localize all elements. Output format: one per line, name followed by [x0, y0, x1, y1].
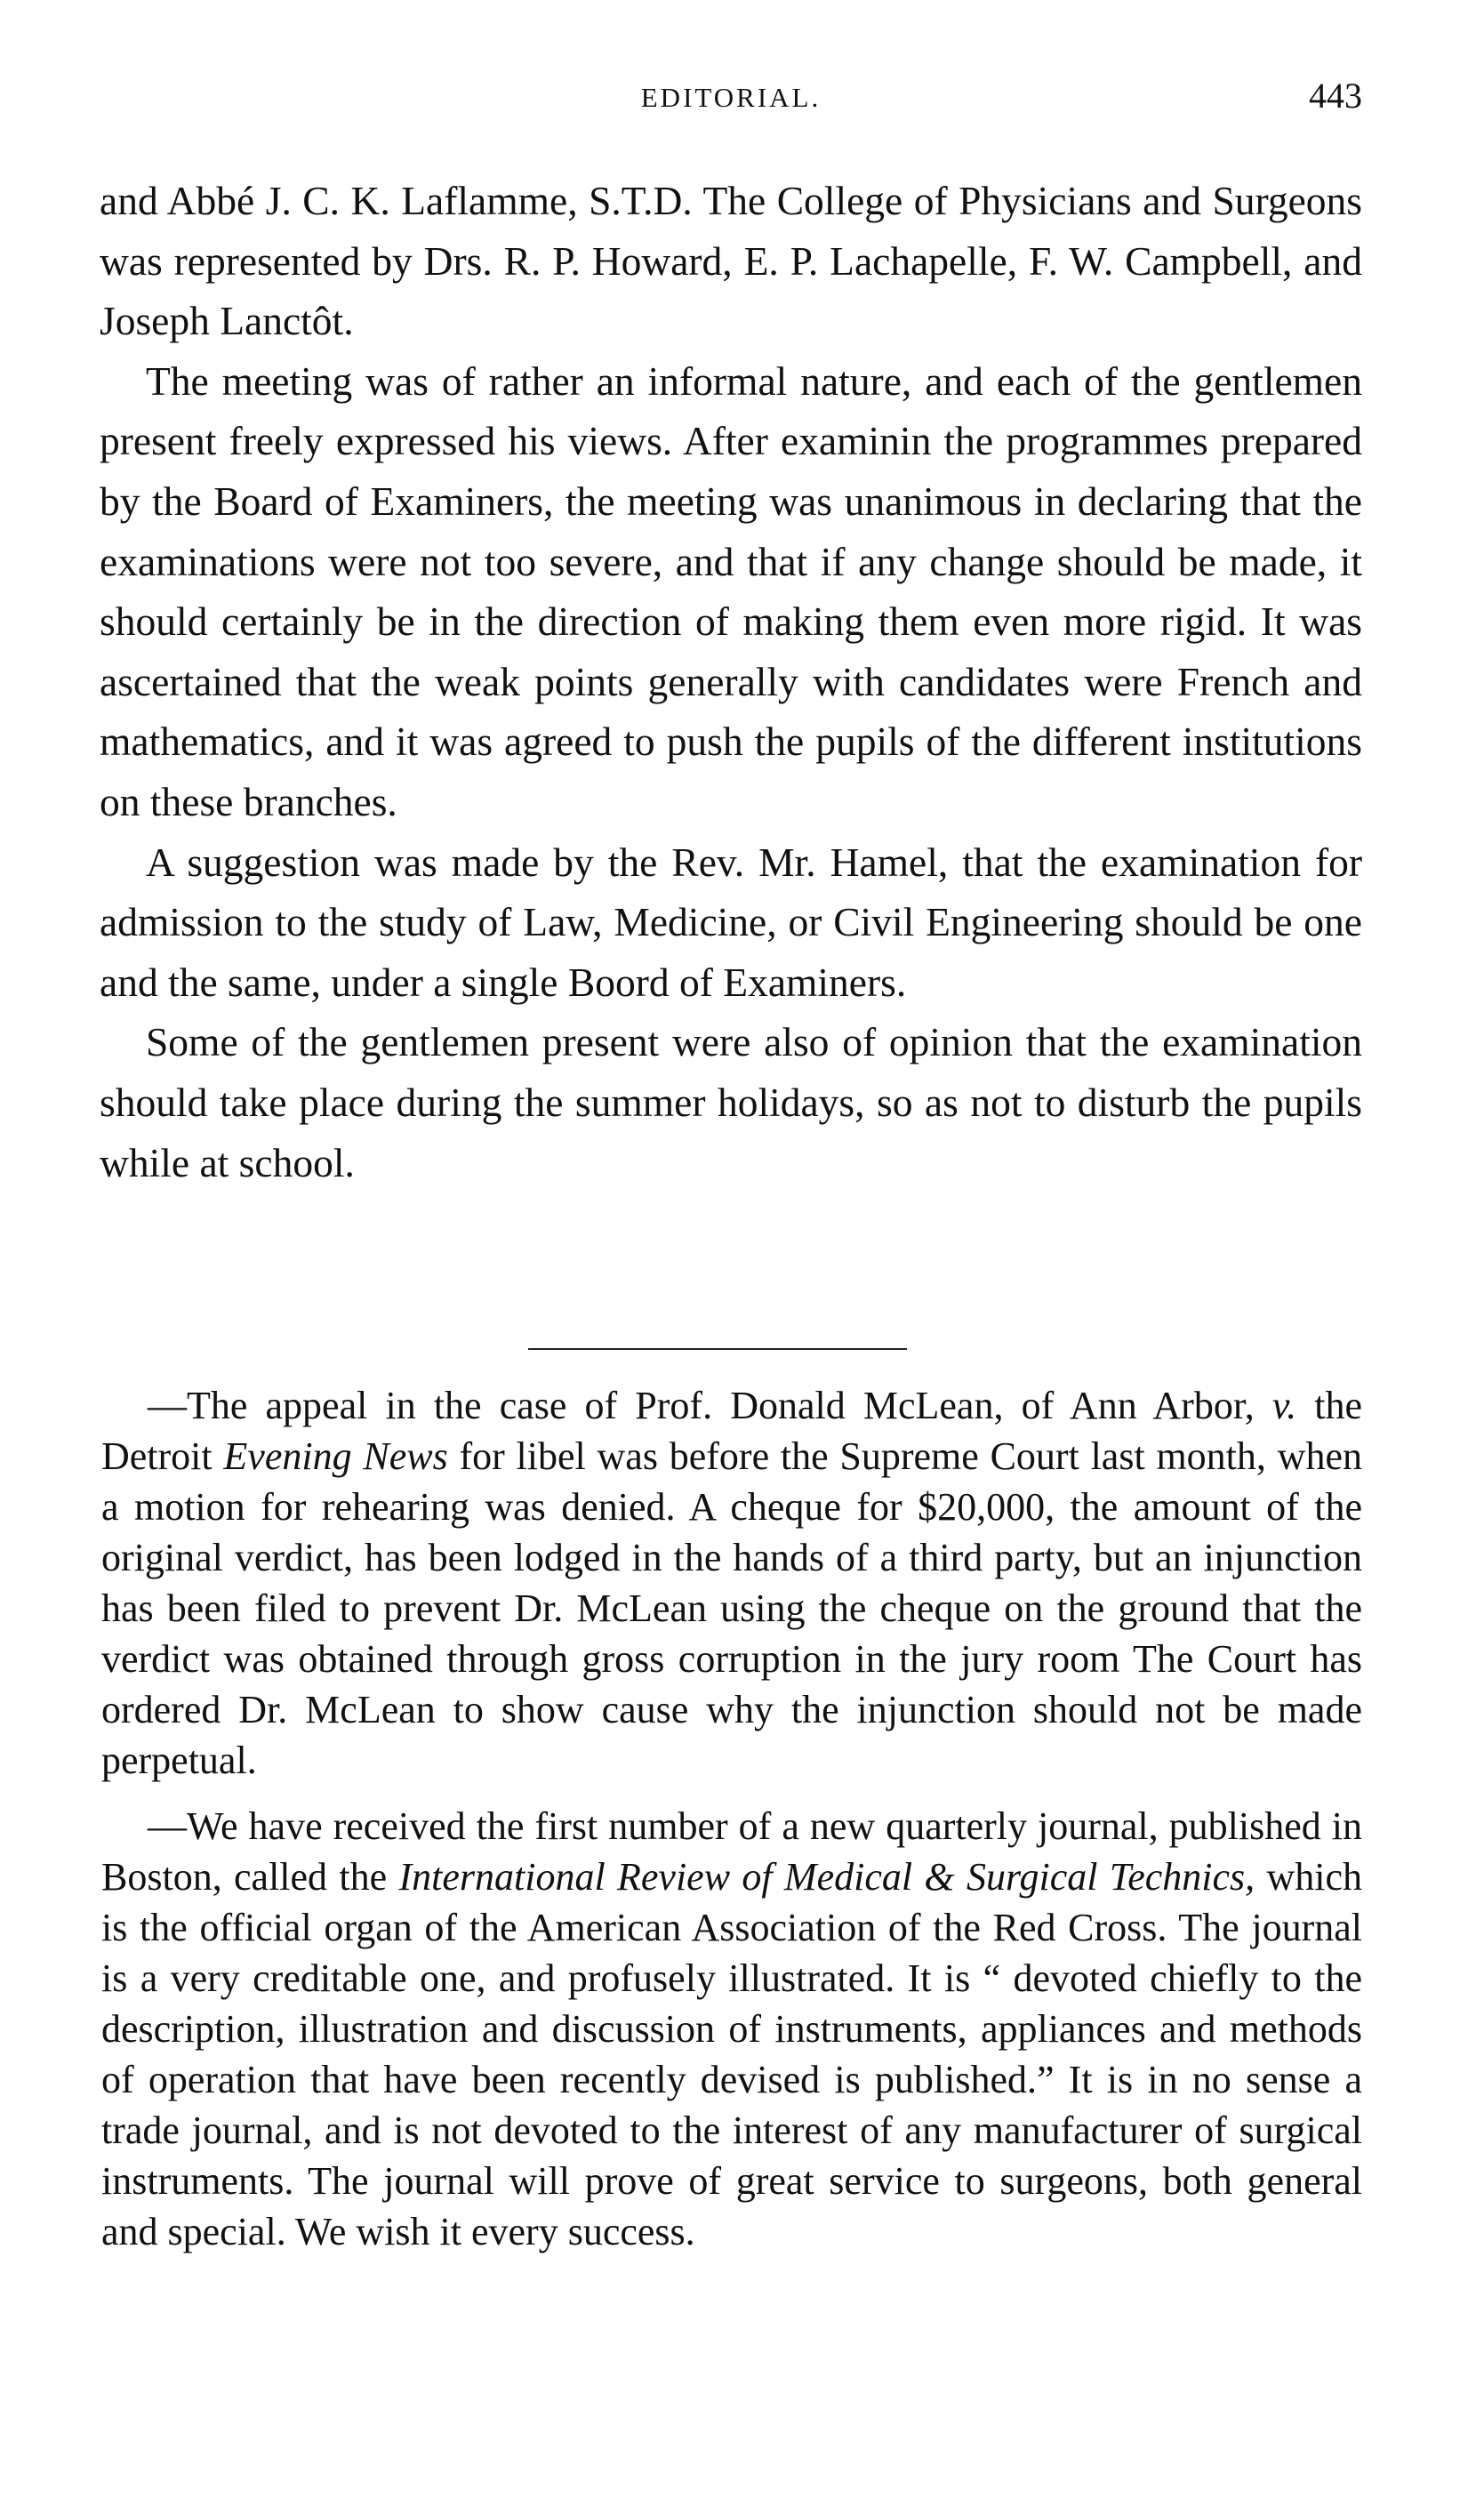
- note-new-journal: [101, 1801, 1362, 2257]
- versus-abbreviation: v.: [1271, 1384, 1297, 1427]
- note-journal-text-1: —We have received the first number of a new quarterly journal, published in Boston, called the: [101, 1804, 1362, 1899]
- note-mclean-appeal: [101, 1380, 1362, 1786]
- page-number: 443: [1309, 76, 1362, 116]
- newspaper-title: Evening News: [223, 1434, 448, 1478]
- note-journal-text-2: which is the official organ of the American Association of the Red Cross. The journal is a very creditable one, and profusely illustrated. It is “ devoted chiefly to the description, illustration and discussion of instruments, appliances and methods of operation that have been recently devised is published.” It is in no sense a trade journal, and is not devoted to the interest of any manufacturer of surgical instruments. The journal will prove of great service to surgeons, both general and special. We wish it every success.: [101, 1855, 1362, 2253]
- paragraph-meeting: The meeting was of rather an informal nature, and each of the gentlemen present freely expressed his views. After examinin the programmes prepared by the Board of Examiners, the meeting was unanimous in declaring that the examinations were not too severe, and that if any change should be made, it should certainly be in the direction of making them even more rigid. It was ascertained that the weak points generally with candidates were French and mathematics, and it was agreed to push the pupils of the different institutions on these branches.: [100, 357, 1362, 824]
- paragraph-suggestion: A suggestion was made by the Rev. Mr. Hamel, that the examination for admission to the study of Law, Medicine, or Civil Engineering should be one and the same, under a single Boord of Examiners.: [100, 839, 1362, 1005]
- paragraph-attendees: and Abbé J. C. K. Laflamme, S.T.D. The College of Physicians and Surgeons was represented by Drs. R. P. Howard, E. P. Lachapelle, F. W. Campbell, and Joseph Lanctôt.: [100, 178, 1362, 344]
- editorial-notes: [101, 1380, 1362, 2257]
- note-mclean-text-3: for libel was before the Supreme Court last month, when a motion for rehearing was denied. A cheque for $20,000, the amount of the original verdict, has been lodged in the hands of a third party, but an injunction has been filed to prevent Dr. McLean using the cheque on the ground that the verdict was obtained through gross corruption in the jury room The Court has ordered Dr. McLean to show cause why the injunction should not be made perpetual.: [101, 1434, 1362, 1782]
- page-header: [100, 75, 1362, 128]
- running-head: EDITORIAL.: [640, 82, 822, 113]
- note-mclean-text-2: the Detroit: [101, 1384, 1362, 1478]
- editorial-body: [100, 171, 1362, 1193]
- paragraph-holidays: Some of the gentlemen present were also of opinion that the examination should take place during the summer holidays, so as not to disturb the pupils while at school.: [100, 1019, 1362, 1185]
- journal-title: International Review of Medical & Surgical Technics,: [398, 1855, 1255, 1899]
- section-divider: [528, 1348, 907, 1350]
- note-mclean-text-1: —The appeal in the case of Prof. Donald McLean, of Ann Arbor,: [148, 1384, 1272, 1427]
